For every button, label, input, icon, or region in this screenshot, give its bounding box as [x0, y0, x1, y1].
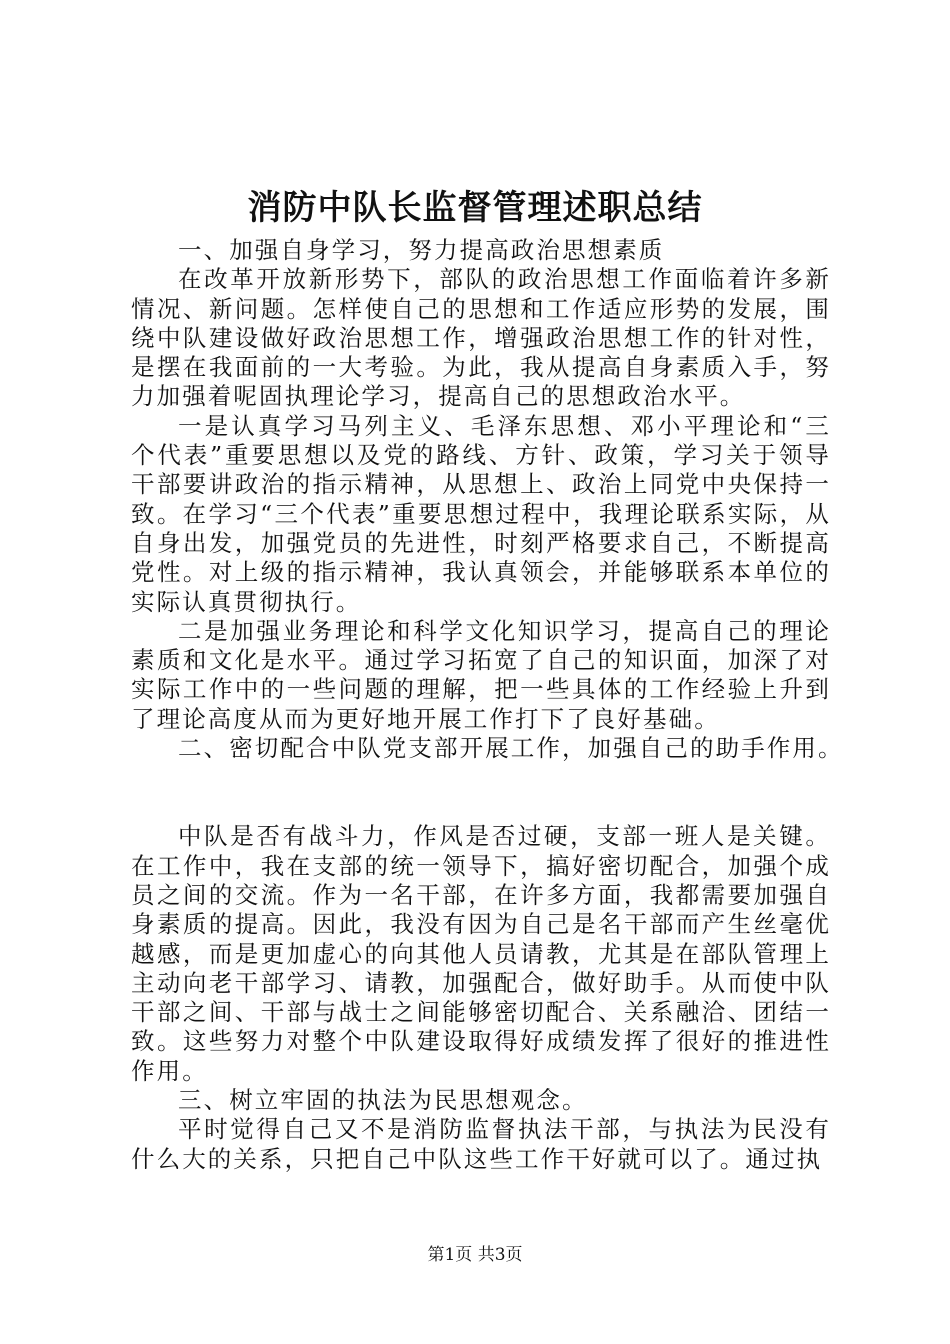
section-heading-2: 二、密切配合中队党支部开展工作，加强自己的助手作用。 [178, 734, 844, 763]
paragraph-section-three: 平时觉得自己又不是消防监督执法干部，与执法为民没有什么大的关系，只把自己中队这些工作干好就可以了。通过执 [131, 1115, 831, 1173]
section-heading-1: 一、加强自身学习，努力提高政治思想素质 [178, 236, 665, 264]
paragraph-point-one: 一是认真学习马列主义、毛泽东思想、邓小平理论和“三个代表”重要思想以及党的路线、方针、政策，学习关于领导干部要讲政治的指示精神，从思想上、政治上同党中央保持一致。在学习“三个代表”重要思想过程中，我理论联系实际，从自身出发，加强党员的先进性，时刻严格要求自己，不断提高党性。对上级的指示精神，我认真领会，并能够联系本单位的实际认真贯彻执行。 [131, 411, 831, 616]
paragraph-section-two: 中队是否有战斗力，作风是否过硬，支部一班人是关键。在工作中，我在支部的统一领导下，搞好密切配合，加强个成员之间的交流。作为一名干部，在许多方面，我都需要加强自身素质的提高。因此，我没有因为自己是名干部而产生丝毫优越感，而是更加虚心的向其他人员请教，尤其是在部队管理上主动向老干部学习、请教，加强配合，做好助手。从而使中队干部之间、干部与战士之间能够密切配合、关系融洽、团结一致。这些努力对整个中队建设取得好成绩发挥了很好的推进性作用。 [131, 822, 831, 1085]
document-title: 消防中队长监督管理述职总结 [247, 188, 703, 228]
paragraph-intro: 在改革开放新形势下，部队的政治思想工作面临着许多新情况、新问题。怎样使自己的思想和工作适应形势的发展，围绕中队建设做好政治思想工作，增强政治思想工作的针对性，是摆在我面前的一大考验。为此，我从提高自身素质入手，努力加强着呢固执理论学习，提高自己的思想政治水平。 [131, 265, 831, 411]
section-heading-3: 三、树立牢固的执法为民思想观念。 [178, 1086, 588, 1115]
page-footer: 第1页 共3页 [427, 1245, 523, 1265]
paragraph-point-two: 二是加强业务理论和科学文化知识学习，提高自己的理论素质和文化是水平。通过学习拓宽了自己的知识面，加深了对实际工作中的一些问题的理解，把一些具体的工作经验上升到了理论高度从而为更好地开展工作打下了良好基础。 [131, 616, 831, 733]
document-body [131, 236, 844, 1174]
blank-line [131, 763, 831, 822]
